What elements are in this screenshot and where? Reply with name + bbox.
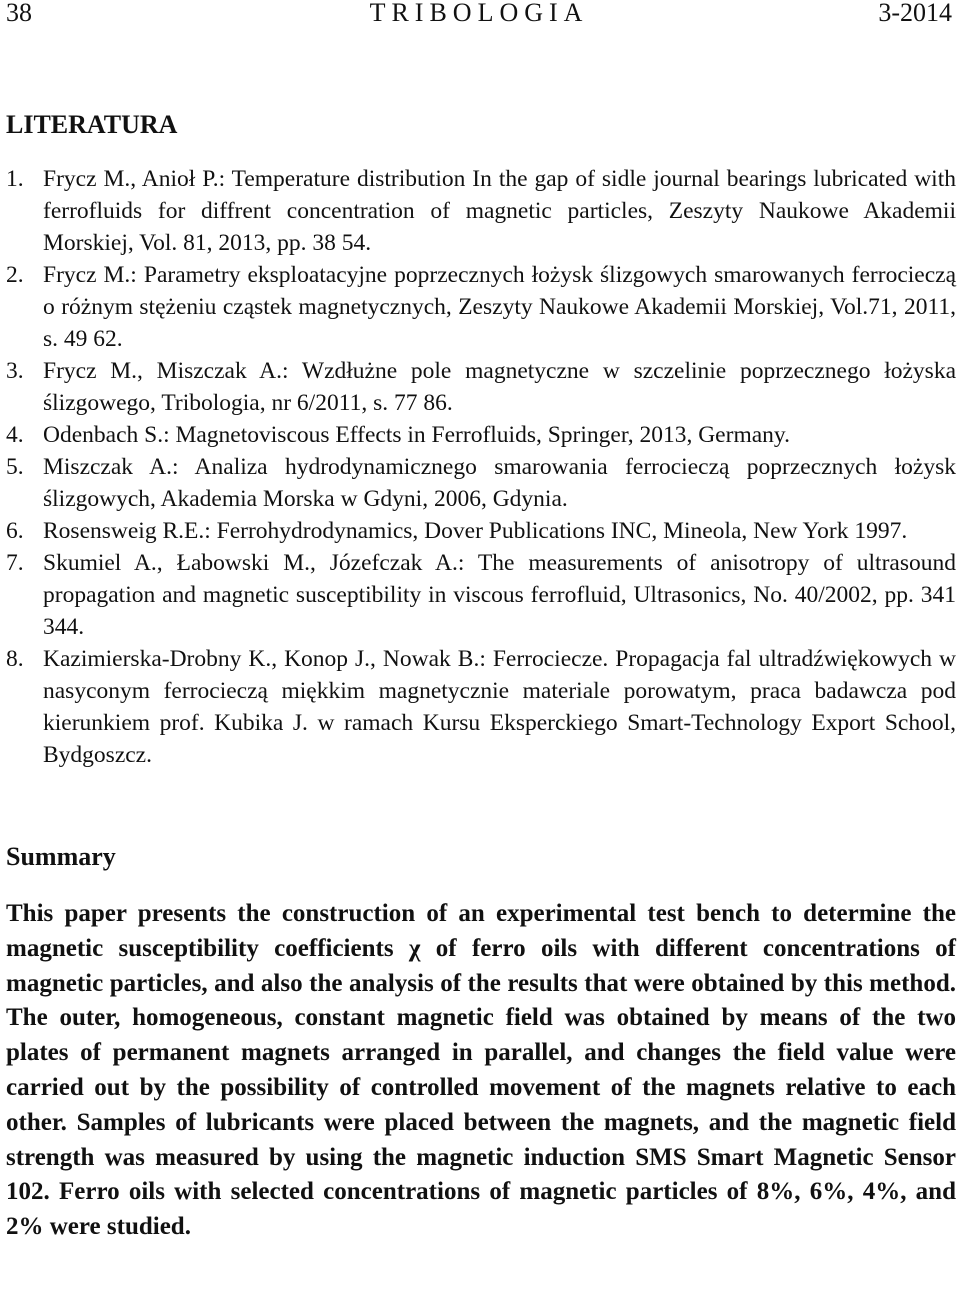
reference-text: Kazimierska-Drobny K., Konop J., Nowak B.: Ferrociecze. Propagacja fal ultradźwiękowych w nasyconym ferrocieczą miękkim magnetycznie materiale porowatym, praca badawcza pod kierunkiem prof. Kubika J. w ramach Kursu Eksperckiego Smart-Technology Export School, Bydgoszcz. [43,646,956,768]
summary-paragraph: This paper presents the construction of an experimental test bench to determine the magnetic susceptibility coefficients χ of ferro oils with different concentrations of magnetic particles, and also the analysis of the results that were obtained by this method. The outer, homogeneous, constant magnetic field was obtained by means of the two plates of permanent magnets arranged in parallel, and changes the field value were carried out by the possibility of controlled movement of the magnets relative to each other. Samples of lubricants were placed between the magnets, and the magnetic field strength was measured by using the magnetic induction SMS Smart Magnetic Sensor 102. Ferro oils with selected concentrations of magnetic particles of 8%, 6%, 4%, and 2% were studied. [6,900,956,1241]
reference-item [6,419,956,451]
literature-heading: LITERATURA [6,110,178,139]
reference-text: Odenbach S.: Magnetoviscous Effects in Ferrofluids, Springer, 2013, Germany. [43,422,790,448]
reference-text: Miszczak A.: Analiza hydrodynamicznego smarowania ferrocieczą poprzecznych łożysk ślizgowych, Akademia Morska w Gdyni, 2006, Gdynia. [43,454,956,512]
reference-text: Frycz M., Anioł P.: Temperature distribution In the gap of sidle journal bearings lubricated with ferrofluids for diffrent concentration of magnetic particles, Zeszyty Naukowe Akademii Morskiej, Vol. 81, 2013, pp. 38 54. [43,166,956,256]
reference-number: 3. [6,358,24,384]
page-number: 38 [6,0,32,27]
reference-number: 8. [6,646,24,672]
reference-text: Frycz M.: Parametry eksploatacyjne poprzecznych łożysk ślizgowych smarowanych ferrocieczą o różnym stężeniu cząstek magnetycznych, Zeszyty Naukowe Akademii Morskiej, Vol.71, 2011, s. 49 62. [43,262,956,352]
reference-number: 5. [6,454,24,480]
reference-item [6,643,956,771]
reference-item [6,259,956,355]
journal-name: TRIBOLOGIA [369,0,589,27]
reference-number: 1. [6,166,24,192]
reference-number: 4. [6,422,24,448]
reference-list [6,163,956,771]
reference-text: Frycz M., Miszczak A.: Wzdłużne pole magnetyczne w szczelinie poprzecznego łożyska ślizgowego, Tribologia, nr 6/2011, s. 77 86. [43,358,956,416]
reference-number: 6. [6,518,24,544]
reference-text: Rosensweig R.E.: Ferrohydrodynamics, Dover Publications INC, Mineola, New York 1997. [43,518,908,544]
issue-number: 3-2014 [878,0,952,27]
reference-item [6,163,956,259]
summary-heading: Summary [6,842,116,871]
reference-number: 7. [6,550,24,576]
reference-item [6,451,956,515]
reference-item [6,547,956,643]
reference-number: 2. [6,262,24,288]
reference-text: Skumiel A., Łabowski M., Józefczak A.: The measurements of anisotropy of ultrasound propagation and magnetic susceptibility in viscous ferrofluid, Ultrasonics, No. 40/2002, pp. 341 344. [43,550,956,640]
reference-item [6,515,956,547]
reference-item [6,355,956,419]
page-header [6,0,952,26]
